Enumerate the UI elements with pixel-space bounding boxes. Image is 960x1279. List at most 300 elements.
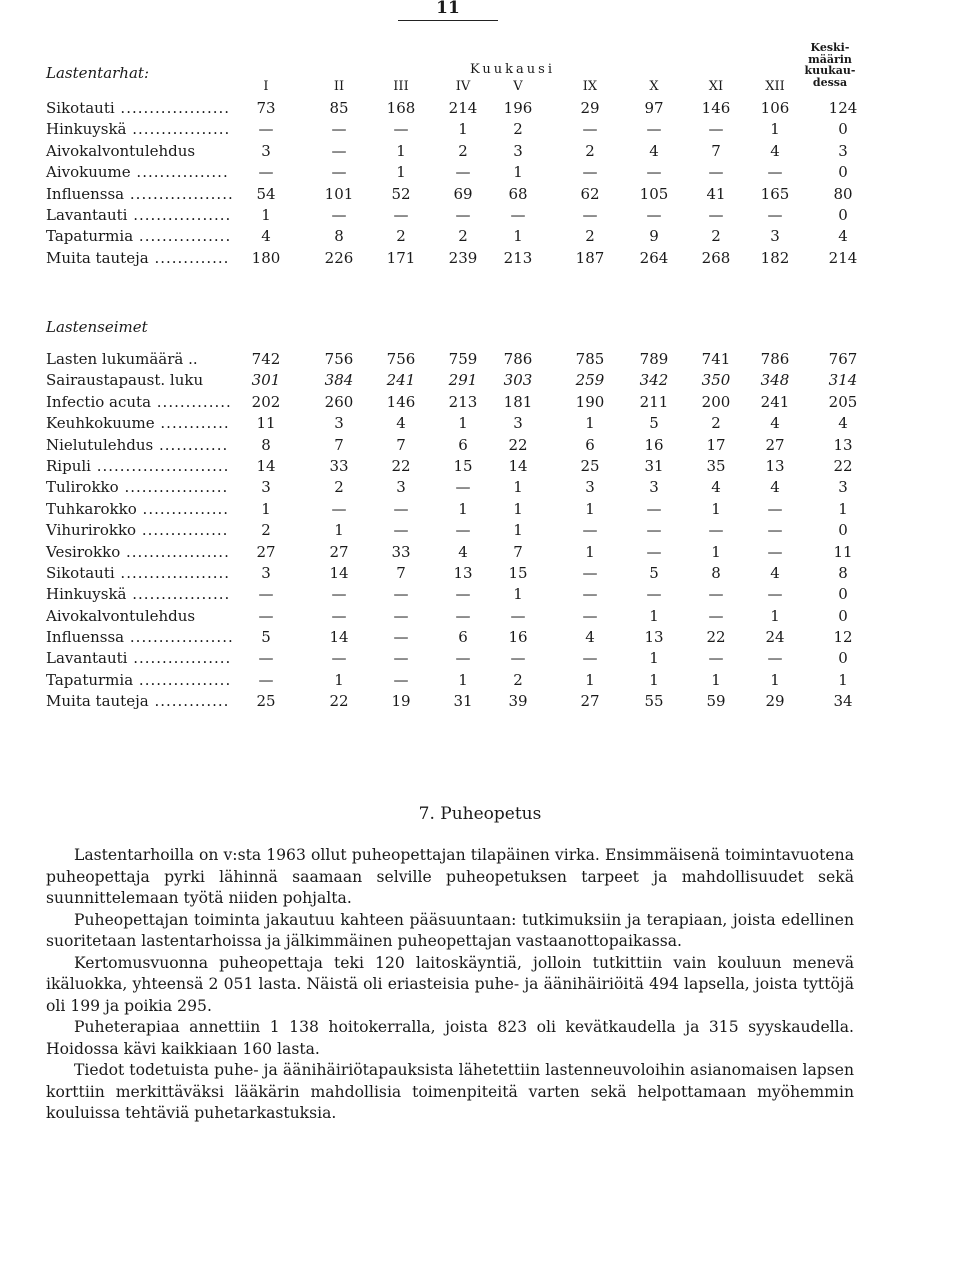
row-label: Vihurirokko ............... [46, 521, 229, 540]
month-cell: — [646, 120, 662, 139]
month-cell: — [582, 606, 598, 625]
month-cell: — [582, 163, 598, 182]
month-cell: — [258, 649, 274, 668]
month-cell: 196 [503, 99, 533, 117]
month-cell: 2 [711, 227, 721, 246]
month-cell: 6 [585, 435, 595, 454]
row-label: Vesirokko .................. [46, 542, 230, 561]
month-cell: 384 [324, 371, 354, 390]
leader-dots: .................. [124, 184, 234, 203]
month-cell: 260 [324, 392, 354, 411]
month-cell: — [331, 499, 347, 518]
month-cell: 756 [386, 350, 416, 368]
month-cell: — [646, 542, 662, 561]
month-header: XI [708, 79, 724, 94]
month-cell: 5 [649, 563, 659, 582]
row-label: Influenssa .................. [46, 184, 234, 203]
average-cell: 124 [828, 99, 858, 117]
average-cell: 0 [838, 585, 848, 604]
row-label: Lavantauti ................. [46, 649, 232, 668]
month-cell: 13 [644, 628, 664, 647]
month-cell: — [393, 649, 409, 668]
month-cell: 742 [251, 350, 281, 368]
month-cell: 54 [256, 184, 276, 203]
month-cell: — [767, 649, 783, 668]
month-cell: 35 [706, 456, 726, 475]
month-cell: — [331, 120, 347, 139]
month-cell: 25 [580, 456, 600, 475]
month-cell: 741 [701, 350, 731, 368]
month-cell: 1 [585, 499, 595, 518]
month-cell: — [393, 521, 409, 540]
month-cell: — [767, 163, 783, 182]
month-cell: 3 [334, 414, 344, 433]
month-cell: 171 [386, 248, 416, 267]
month-cell: 1 [396, 141, 406, 160]
table-row [0, 670, 960, 691]
month-cell: 4 [396, 414, 406, 433]
table-row [0, 141, 960, 162]
leader-dots: ................ [133, 670, 232, 689]
month-cell: 1 [334, 670, 344, 689]
month-cell: 1 [770, 670, 780, 689]
month-cell: 31 [644, 456, 664, 475]
month-cell: 226 [324, 248, 354, 267]
leader-dots: ................ [133, 227, 232, 246]
month-cell: — [582, 521, 598, 540]
month-cell: 2 [711, 414, 721, 433]
month-cell: 239 [448, 248, 478, 267]
month-cell: — [510, 649, 526, 668]
average-cell: 767 [828, 350, 858, 368]
month-cell: — [455, 585, 471, 604]
average-cell: 22 [833, 456, 853, 475]
month-cell: — [708, 585, 724, 604]
average-cell: 0 [838, 649, 848, 668]
month-cell: 1 [585, 414, 595, 433]
month-cell: 105 [639, 184, 669, 203]
month-cell: 11 [256, 414, 276, 433]
month-cell: — [455, 649, 471, 668]
paragraph: Tiedot todetuista puhe- ja äänihäiriötapauksista lähetettiin lastenneuvoloihin asianomaisen lapsen korttiin merkittäväksi lääkärin mahdollisia toimenpiteitä varten sekä helpottamaan myöhemmin kouluissa tehtäviä puhetarkastuksia. [46, 1061, 854, 1122]
row-label: Aivokuume ................ [46, 163, 229, 182]
month-cell: — [393, 120, 409, 139]
month-cell: 190 [575, 392, 605, 411]
month-cell: 4 [458, 542, 468, 561]
month-cell: 3 [261, 563, 271, 582]
month-cell: 9 [649, 227, 659, 246]
month-cell: — [582, 205, 598, 224]
leader-dots: ....................... [90, 456, 230, 475]
month-cell: — [708, 163, 724, 182]
month-cell: — [331, 163, 347, 182]
month-cell: 202 [251, 392, 281, 411]
month-cell: 785 [575, 350, 605, 368]
month-cell: 1 [458, 670, 468, 689]
month-cell: 1 [711, 542, 721, 561]
table-row [0, 119, 960, 140]
average-cell: 13 [833, 435, 853, 454]
month-cell: 180 [251, 248, 281, 267]
row-label: Muita tauteja ............. [46, 692, 230, 711]
month-cell: 4 [711, 478, 721, 497]
month-cell: 2 [513, 670, 523, 689]
month-cell: 14 [329, 563, 349, 582]
month-header: IX [582, 79, 598, 94]
average-cell: 1 [838, 670, 848, 689]
month-cell: — [455, 606, 471, 625]
month-cell: 2 [458, 141, 468, 160]
month-cell: — [455, 478, 471, 497]
month-cell: 31 [453, 692, 473, 711]
leader-dots: .................. [118, 478, 229, 497]
month-cell: 264 [639, 248, 669, 267]
month-cell: 41 [706, 184, 726, 203]
month-cell: 200 [701, 392, 731, 411]
month-cell: 22 [508, 435, 528, 454]
row-label: Keuhkokuume ............ [46, 414, 230, 433]
month-cell: — [708, 205, 724, 224]
leader-dots: ............. [151, 392, 232, 411]
month-cell: 27 [580, 692, 600, 711]
month-cell: 8 [261, 435, 271, 454]
leader-dots: ................. [127, 205, 232, 224]
month-cell: 2 [334, 478, 344, 497]
month-cell: 8 [334, 227, 344, 246]
month-cell: 4 [261, 227, 271, 246]
month-cell: — [393, 585, 409, 604]
month-cell: 1 [649, 606, 659, 625]
month-cell: 4 [770, 563, 780, 582]
month-cell: — [646, 585, 662, 604]
leader-dots: ............. [148, 248, 230, 267]
month-cell: 1 [334, 521, 344, 540]
month-cell: 786 [760, 350, 790, 368]
leader-dots: ................. [126, 585, 231, 604]
month-header: III [393, 79, 409, 94]
leader-dots: ............... [136, 521, 229, 540]
month-cell: 3 [396, 478, 406, 497]
month-cell: 22 [329, 692, 349, 711]
month-cell: — [582, 563, 598, 582]
month-cell: 6 [458, 435, 468, 454]
month-cell: 22 [391, 456, 411, 475]
row-label: Sikotauti ................... [46, 563, 231, 582]
month-cell: — [646, 163, 662, 182]
month-cell: 25 [256, 692, 276, 711]
table-row [0, 435, 960, 456]
month-cell: 7 [396, 563, 406, 582]
row-label: Infectio acuta ............. [46, 392, 232, 411]
month-cell: 1 [770, 606, 780, 625]
month-cell: — [455, 205, 471, 224]
average-cell: 11 [833, 542, 853, 561]
month-cell: 1 [711, 670, 721, 689]
leader-dots: .................. [124, 628, 234, 647]
month-cell: — [393, 499, 409, 518]
paragraph: Puheterapiaa annettiin 1 138 hoitokerralla, joista 823 oli kevätkaudella ja 315 syyskaudella. Hoidossa kävi kaikkiaan 160 lasta. [46, 1018, 854, 1058]
month-cell: 1 [513, 163, 523, 182]
month-cell: 1 [585, 542, 595, 561]
header-rule [398, 20, 498, 21]
month-cell: 3 [261, 478, 271, 497]
month-cell: — [258, 670, 274, 689]
table-header [0, 38, 960, 94]
month-cell: 303 [503, 371, 533, 390]
month-cell: 62 [580, 184, 600, 203]
month-cell: 33 [329, 456, 349, 475]
month-cell: 16 [508, 628, 528, 647]
lastenseimet-table [0, 349, 960, 713]
month-cell: — [393, 606, 409, 625]
month-cell: — [393, 628, 409, 647]
month-cell: 1 [513, 227, 523, 246]
row-label: Lasten lukumäärä .. [46, 350, 198, 368]
month-cell: — [331, 141, 347, 160]
month-cell: — [393, 670, 409, 689]
table-row [0, 691, 960, 712]
month-cell: 3 [513, 141, 523, 160]
month-cell: 168 [386, 99, 416, 117]
row-label: Nielutulehdus ............ [46, 435, 229, 454]
month-cell: 7 [334, 435, 344, 454]
average-cell: 0 [838, 163, 848, 182]
chapter-heading: 7. Puheopetus [418, 804, 542, 824]
month-cell: 27 [765, 435, 785, 454]
table-row [0, 584, 960, 605]
average-column-header: Keski- määrin kuukau- dessa [804, 41, 856, 89]
leader-dots: ................ [130, 163, 229, 182]
leader-dots: ................... [114, 99, 231, 117]
month-cell: 187 [575, 248, 605, 267]
month-cell: 213 [503, 248, 533, 267]
month-header: IV [455, 79, 471, 94]
month-cell: 106 [760, 99, 790, 117]
row-label: Hinkuyskä ................. [46, 585, 231, 604]
month-cell: 2 [585, 227, 595, 246]
month-cell: 1 [585, 670, 595, 689]
month-cell: — [331, 205, 347, 224]
row-label: Lavantauti ................. [46, 205, 232, 224]
average-cell: 12 [833, 628, 853, 647]
month-cell: 1 [649, 670, 659, 689]
month-cell: 27 [329, 542, 349, 561]
month-cell: 756 [324, 350, 354, 368]
month-header: XII [765, 79, 785, 94]
page-header [398, 0, 498, 21]
month-cell: — [510, 606, 526, 625]
month-cell: 182 [760, 248, 790, 267]
month-cell: 27 [256, 542, 276, 561]
row-label: Aivokalvontulehdus [46, 606, 196, 625]
table-row [0, 520, 960, 541]
month-cell: 55 [644, 692, 664, 711]
paragraph: Lastentarhoilla on v:sta 1963 ollut puheopettajan tilapäinen virka. Ensimmäisenä toimintavuotena puheopettaja pyrki lähinnä saamaan selville puheopetuksen tarpeet ja mahdollisuudet sekä suunnittelemaan työtä niiden pohjalta. [46, 846, 854, 907]
average-cell: 314 [828, 371, 858, 390]
month-cell: 2 [513, 120, 523, 139]
table-row [0, 349, 960, 370]
table-row [0, 477, 960, 498]
month-cell: 29 [765, 692, 785, 711]
table-row [0, 648, 960, 669]
month-cell: 29 [580, 99, 600, 117]
month-cell: — [767, 542, 783, 561]
month-cell: 14 [508, 456, 528, 475]
leader-dots: ................... [114, 563, 231, 582]
month-cell: 14 [256, 456, 276, 475]
month-cell: — [393, 205, 409, 224]
month-cell: 165 [760, 184, 790, 203]
month-cell: 1 [261, 499, 271, 518]
average-cell: 80 [833, 184, 853, 203]
month-cell: 241 [760, 392, 790, 411]
row-label: Tuhkarokko ............... [46, 499, 230, 518]
month-header: V [513, 79, 523, 94]
row-label: Tapaturmia ................ [46, 670, 232, 689]
row-label: Aivokalvontulehdus [46, 141, 196, 160]
section-title-lastenseimet: Lastenseimet [46, 318, 148, 336]
month-cell: 39 [508, 692, 528, 711]
month-header: I [263, 79, 269, 94]
month-cell: 7 [396, 435, 406, 454]
month-cell: 3 [513, 414, 523, 433]
month-cell: 259 [575, 371, 605, 390]
month-cell: — [331, 585, 347, 604]
month-cell: 348 [760, 371, 790, 390]
month-cell: 85 [329, 99, 349, 117]
average-cell: 3 [838, 478, 848, 497]
month-cell: 4 [770, 478, 780, 497]
row-label: Muita tauteja ............. [46, 248, 230, 267]
month-cell: 1 [458, 120, 468, 139]
month-cell: — [646, 521, 662, 540]
row-label: Ripuli ....................... [46, 456, 230, 475]
page-number: 11 [436, 0, 460, 18]
month-cell: — [767, 205, 783, 224]
month-cell: 19 [391, 692, 411, 711]
month-cell: — [258, 585, 274, 604]
month-cell: 789 [639, 350, 669, 368]
month-cell: 268 [701, 248, 731, 267]
table-row [0, 205, 960, 226]
month-cell: 13 [453, 563, 473, 582]
month-cell: 350 [701, 371, 731, 390]
month-cell: — [582, 585, 598, 604]
month-cell: — [767, 585, 783, 604]
average-cell: 34 [833, 692, 853, 711]
row-label: Tulirokko .................. [46, 478, 229, 497]
average-cell: 214 [828, 248, 858, 267]
section-title-lastentarhat: Lastentarhat: [46, 64, 149, 82]
month-cell: 1 [649, 649, 659, 668]
month-cell: 146 [701, 99, 731, 117]
month-cell: — [582, 649, 598, 668]
month-header: II [333, 79, 345, 94]
month-cell: 211 [639, 392, 669, 411]
month-cell: 301 [251, 371, 281, 390]
month-cell: 3 [770, 227, 780, 246]
month-cell: 181 [503, 392, 533, 411]
month-cell: 3 [585, 478, 595, 497]
month-cell: 2 [261, 521, 271, 540]
month-cell: 3 [649, 478, 659, 497]
table-row [0, 563, 960, 584]
row-label: Sikotauti ................... [46, 99, 231, 117]
month-cell: 1 [770, 120, 780, 139]
month-cell: 101 [324, 184, 354, 203]
month-cell: 52 [391, 184, 411, 203]
month-cell: 4 [770, 141, 780, 160]
month-cell: 214 [448, 99, 478, 117]
month-cell: 15 [453, 456, 473, 475]
month-cell: 146 [386, 392, 416, 411]
month-cell: — [455, 163, 471, 182]
month-cell: — [258, 163, 274, 182]
leader-dots: ............. [148, 692, 230, 711]
month-cell: 4 [770, 414, 780, 433]
month-cell: 1 [458, 499, 468, 518]
month-cell: 24 [765, 628, 785, 647]
lastentarhat-table [0, 98, 960, 269]
month-cell: 33 [391, 542, 411, 561]
month-cell: 2 [585, 141, 595, 160]
row-label: Sairaustapaust. luku [46, 371, 204, 390]
month-cell: 2 [396, 227, 406, 246]
month-cell: — [258, 120, 274, 139]
month-cell: — [510, 205, 526, 224]
average-cell: 0 [838, 521, 848, 540]
average-cell: 1 [838, 499, 848, 518]
paragraph: Kertomusvuonna puheopettaja teki 120 laitoskäyntiä, jolloin tutkittiin vain kouluun menevä ikäluokka, yhteensä 2 051 lasta. Näistä oli eriasteisia puhe- ja äänihäiriöitä 494 lapsella, joista tyttöjä oli 199 ja poikia 295. [46, 953, 854, 1015]
table-row [0, 370, 960, 391]
table-row [0, 456, 960, 477]
table-row [0, 413, 960, 434]
leader-dots: ............ [154, 414, 230, 433]
month-cell: 8 [711, 563, 721, 582]
leader-dots: ................. [127, 649, 232, 668]
table-row [0, 98, 960, 119]
average-cell: 0 [838, 606, 848, 625]
average-cell: 0 [838, 205, 848, 224]
month-cell: 6 [458, 628, 468, 647]
month-cell: 1 [396, 163, 406, 182]
leader-dots: ................. [126, 120, 231, 139]
month-cell: 14 [329, 628, 349, 647]
month-cell: 73 [256, 99, 276, 117]
month-cell: — [708, 120, 724, 139]
month-cell: 342 [639, 371, 669, 390]
month-cell: 7 [711, 141, 721, 160]
month-cell: — [708, 521, 724, 540]
month-cell: 241 [386, 371, 416, 390]
table-row [0, 499, 960, 520]
month-cell: — [331, 649, 347, 668]
month-cell: — [708, 606, 724, 625]
month-cell: 291 [448, 371, 478, 390]
month-header: X [649, 79, 659, 94]
month-cell: — [455, 521, 471, 540]
month-cell: 759 [448, 350, 478, 368]
month-cell: 2 [458, 227, 468, 246]
kuukausi-label: Kuukausi [470, 62, 556, 77]
leader-dots: ............ [153, 435, 229, 454]
month-cell: 16 [644, 435, 664, 454]
month-cell: 5 [649, 414, 659, 433]
table-row [0, 606, 960, 627]
row-label: Influenssa .................. [46, 628, 234, 647]
month-cell: — [767, 499, 783, 518]
month-cell: — [708, 649, 724, 668]
